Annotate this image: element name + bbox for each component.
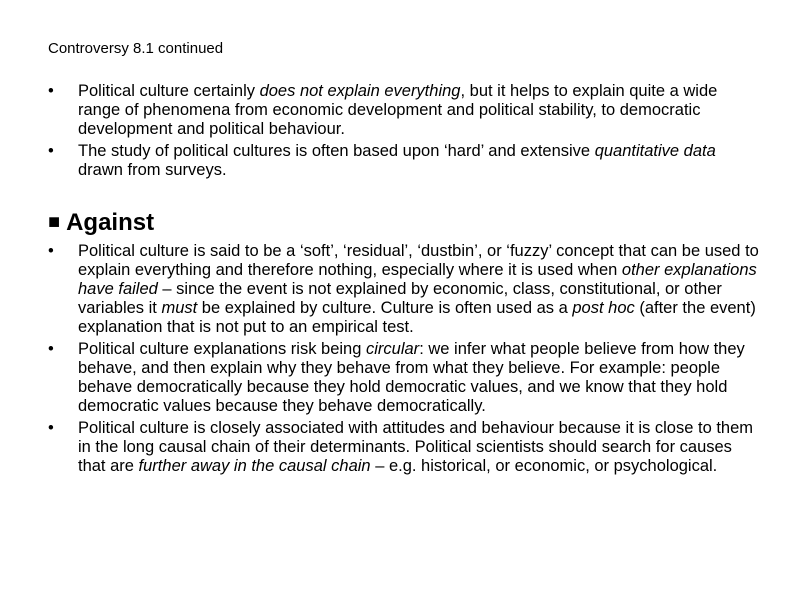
bullet-icon: • [48,419,54,437]
list-item: • Political culture is closely associated with attitudes and behaviour because it is close to them in the long causal chain of their determinants. Political scientists should search for causes that are further away in the causal chain – e.g. historical, or economic, or psychological. [48,419,754,475]
bullet-icon: • [48,340,54,358]
against-heading [48,208,154,239]
list-item: • Political culture certainly does not explain everything, but it helps to explain quite a wide range of phenomena from economic development and political stability, to democratic development and political behaviour. [48,82,718,138]
bullet-icon: • [48,82,54,100]
square-bullet-icon: ■ [48,211,61,233]
list-item: • The study of political cultures is often based upon ‘hard’ and extensive quantitative data drawn from surveys. [48,142,716,179]
slide-caption: Controversy 8.1 continued [48,40,224,57]
list-item: • Political culture is said to be a ‘soft’, ‘residual’, ‘dustbin’, or ‘fuzzy’ concept that can be used to explain everything and therefore nothing, especially where it is used when other explanations have failed – since the event is not explained by economic, class, constitutional, or other variables it must be explained by culture. Culture is often used as a post hoc (after the event) explanation that is not put to an empirical test. [48,242,759,336]
bullet-icon: • [48,142,54,160]
list-item: • Political culture explanations risk being circular: we infer what people believe from how they behave, and then explain why they behave from what they believe. For example: people behave democratically because they hold democratic values, and we know that they hold democratic values because they behave democratically. [48,340,745,415]
for-bullet-list [48,82,760,183]
against-bullet-list [48,242,760,479]
heading-label: Against [66,209,155,236]
bullet-icon: • [48,242,54,260]
